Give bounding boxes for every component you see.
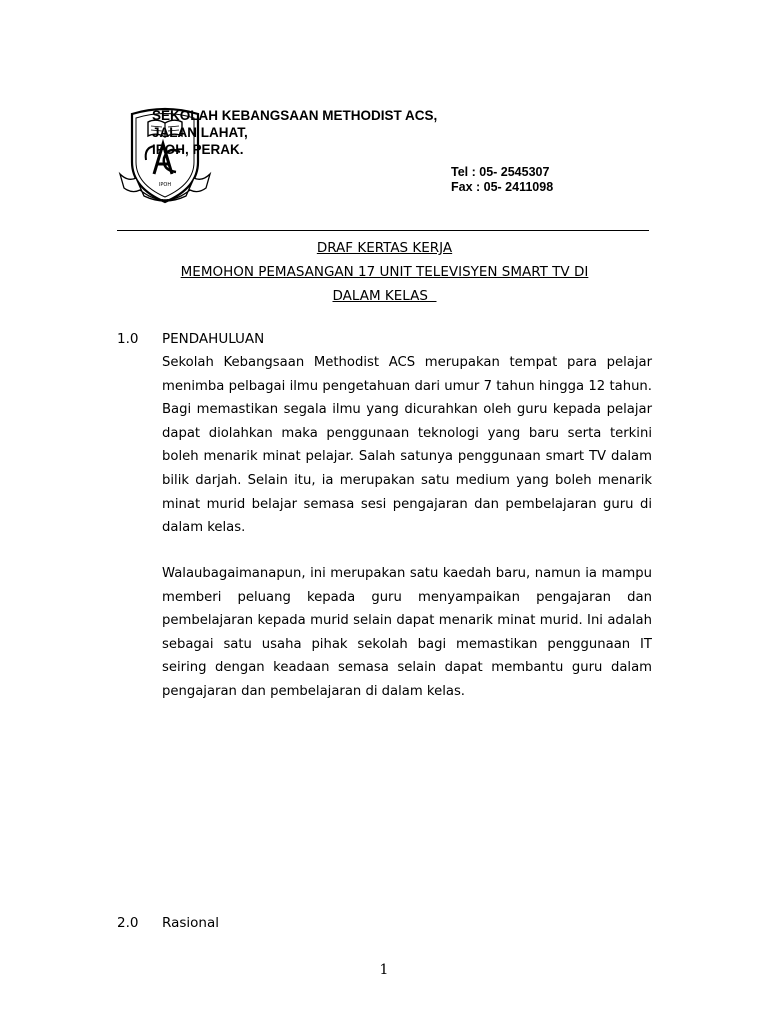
section-2-title: Rasional xyxy=(162,915,219,931)
section-1-title: PENDAHULUAN xyxy=(162,331,265,347)
contact-info xyxy=(451,165,553,195)
school-name: SEKOLAH KEBANGSAAN METHODIST ACS, xyxy=(152,108,438,123)
letterhead xyxy=(0,0,768,240)
school-street: JALAN LAHAT, xyxy=(152,125,248,140)
school-address xyxy=(152,107,437,158)
document-title xyxy=(117,236,652,308)
letterhead-divider xyxy=(117,230,649,231)
section-1-heading xyxy=(117,331,264,347)
section-1-paragraph-2: Walaubagaimanapun, ini merupakan satu kaedah baru, namun ia mampu memberi peluang kepada guru menyampaikan pengajaran dan pembelajaran kepada murid selain dapat menarik minat murid. Ini adalah sebagai satu usaha pihak sekolah bagi memastikan penggunaan IT seiring dengan keadaan semasa selain dapat membantu guru dalam pengajaran dan pembelajaran di dalam kelas. xyxy=(162,566,652,699)
title-line-3: DALAM KELAS xyxy=(332,288,437,304)
section-2-heading xyxy=(117,915,219,931)
section-1-number: 1.0 xyxy=(117,331,139,347)
page-number: 1 xyxy=(379,962,389,978)
fax: Fax : 05- 2411098 xyxy=(451,180,554,194)
svg-text:IPOH: IPOH xyxy=(158,182,172,188)
telephone: Tel : 05- 2545307 xyxy=(451,165,550,179)
section-1-paragraph-1: Sekolah Kebangsaan Methodist ACS merupakan tempat para pelajar menimba pelbagai ilmu pengetahuan dari umur 7 tahun hingga 12 tahun. Bagi memastikan segala ilmu yang dicurahkan oleh guru kepada pelajar dapat diolahkan maka penggunaan teknologi yang baru serta terkini boleh menarik minat pelajar. Salah satunya penggunaan smart TV dalam bilik darjah. Selain itu, ia merupakan satu medium yang boleh menarik minat murid belajar semasa sesi pengajaran dan pembelajaran guru di dalam kelas. xyxy=(162,355,652,536)
title-line-2: MEMOHON PEMASANGAN 17 UNIT TELEVISYEN SMART TV DI xyxy=(180,264,589,280)
school-city: IPOH, PERAK. xyxy=(152,142,244,157)
section-2-number: 2.0 xyxy=(117,915,139,931)
title-line-1: DRAF KERTAS KERJA xyxy=(316,240,453,256)
